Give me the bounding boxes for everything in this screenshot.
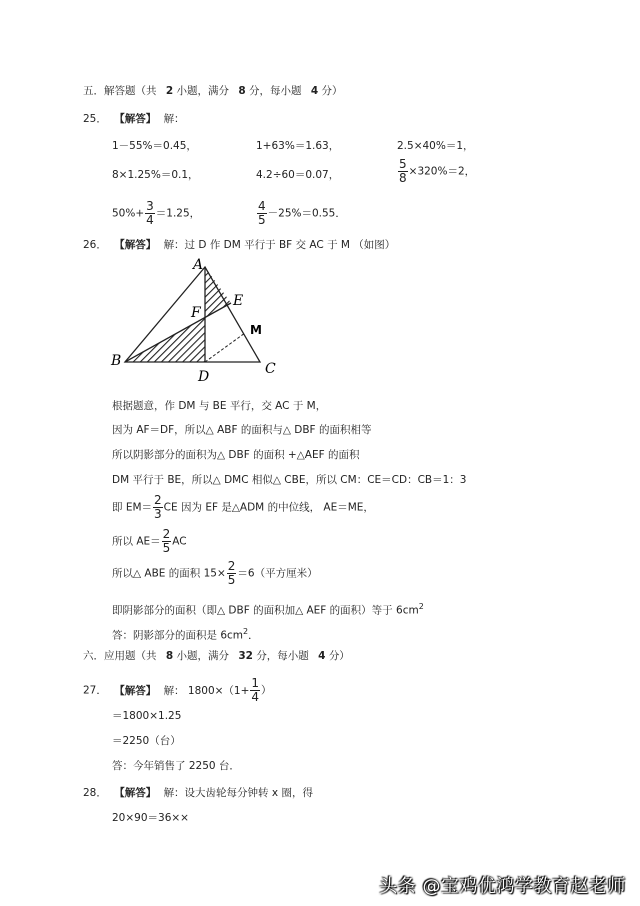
q25-eq: 2.5×40%＝1，	[397, 140, 474, 152]
q28-header	[83, 786, 313, 800]
label-e: E	[233, 293, 244, 309]
count: 8	[165, 650, 174, 662]
text: 答：阴影部分的面积是 6cm	[112, 629, 244, 642]
answer-tag: 【解答】	[114, 787, 157, 799]
text: ）	[261, 684, 272, 697]
section-title: 六．应用题（共	[83, 650, 157, 662]
q26-line: DM 平行于 BE，所以△ DMC 相似△ CBE，所以 CM：CE＝CD：CB＝1：3	[112, 474, 467, 486]
text: 分，每小题	[249, 85, 302, 97]
text: 所以△ ABE 的面积 15×	[112, 567, 226, 580]
q26-line	[112, 494, 374, 521]
text: －25%＝0.55．	[267, 207, 346, 220]
text: ．	[248, 629, 259, 642]
q26-line: 因为 AF＝DF，所以△ ABF 的面积与△ DBF 的面积相等	[112, 424, 372, 436]
triangle-figure	[105, 255, 290, 385]
label-a: A	[193, 257, 204, 273]
text: 即 EM＝	[112, 501, 153, 514]
superscript: 2	[243, 627, 249, 636]
question-number: 28．	[83, 787, 107, 799]
count: 2	[165, 85, 174, 97]
text: 分）	[321, 85, 343, 97]
q25-eq: 1－55%＝0.45，	[112, 140, 197, 152]
section-title: 五．解答题（共	[83, 85, 157, 97]
answer-tag: 【解答】	[114, 239, 157, 251]
text: 即阴影部分的面积（即△ DBF 的面积加△ AEF 的面积）等于 6cm	[112, 604, 419, 617]
q25-eq: 4.2÷60＝0.07，	[256, 169, 340, 181]
q26-line	[112, 560, 318, 587]
answer-tag: 【解答】	[114, 684, 157, 697]
question-number: 26．	[83, 239, 107, 251]
section5-header	[83, 84, 343, 98]
text: ＝1.25，	[155, 207, 201, 220]
q26-line	[112, 528, 187, 555]
answer-tag: 【解答】	[114, 113, 157, 125]
label-b: B	[111, 353, 122, 369]
fraction: $\frac{3}{4}$	[146, 199, 154, 227]
label-m: M	[250, 323, 262, 337]
q25-eq	[397, 158, 475, 185]
text: 解：过 D 作 DM 平行于 BF 交 AC 于 M （如图）	[163, 239, 396, 251]
text: ×320%＝2，	[408, 165, 476, 178]
q25-eq: 1+63%＝1.63，	[256, 140, 340, 152]
q26-header	[83, 238, 395, 252]
q27-answer: 答：今年销售了 2250 台．	[112, 760, 240, 772]
q25-eq: 8×1.25%＝0.1，	[112, 169, 199, 181]
text: 解：设大齿轮每分钟转 x 圈，得	[163, 787, 313, 799]
text: 小题，满分	[176, 650, 229, 662]
score-each: 4	[318, 650, 326, 662]
fraction: $\frac{5}{8}$	[399, 157, 407, 185]
question-number: 27．	[83, 684, 107, 697]
fraction: $\frac{2}{3}$	[154, 493, 162, 521]
fraction: $\frac{1}{4}$	[251, 676, 260, 704]
q27-line: ＝2250（台）	[112, 735, 181, 747]
section6-header	[83, 649, 350, 663]
label-f: F	[191, 305, 201, 321]
superscript: 2	[418, 602, 424, 611]
fraction: $\frac{2}{5}$	[227, 559, 236, 587]
question-number: 25．	[83, 113, 107, 125]
q25-eq	[256, 200, 346, 227]
q26-answer	[112, 625, 259, 643]
q26-line	[112, 600, 424, 618]
label-d: D	[198, 369, 210, 385]
score-each: 4	[310, 85, 319, 97]
q25-header	[83, 112, 185, 126]
text: 分，每小题	[256, 650, 309, 662]
q25-eq	[112, 200, 200, 227]
watermark: 头条 @宝鸡优鸿学教育赵老师	[379, 876, 626, 897]
segment-dm	[205, 333, 245, 362]
text: 所以 AE＝	[112, 535, 161, 548]
text: 小题，满分	[176, 85, 229, 97]
text: ＝6（平方厘米）	[237, 567, 318, 580]
score: 8	[238, 85, 246, 97]
q26-line: 所以阴影部分的面积为△ DBF 的面积 +△AEF 的面积	[112, 449, 360, 461]
text: AC	[172, 535, 187, 548]
fraction: $\frac{4}{5}$	[258, 199, 266, 227]
text: CE 因为 EF 是△ADM 的中位线， AE＝ME，	[163, 501, 374, 514]
fraction: $\frac{2}{5}$	[162, 527, 171, 555]
label-c: C	[265, 361, 276, 377]
text: 解：	[163, 113, 185, 125]
text: 分）	[328, 650, 350, 662]
text: 解： 1800×（1+	[163, 684, 250, 697]
text: 50%+	[112, 207, 145, 220]
q27-header	[83, 677, 272, 704]
q27-line: ＝1800×1.25	[112, 710, 182, 722]
q26-line: 根据题意，作 DM 与 BE 平行，交 AC 于 M，	[112, 400, 327, 412]
q28-line: 20×90＝36××	[112, 812, 189, 824]
score: 32	[238, 650, 253, 662]
